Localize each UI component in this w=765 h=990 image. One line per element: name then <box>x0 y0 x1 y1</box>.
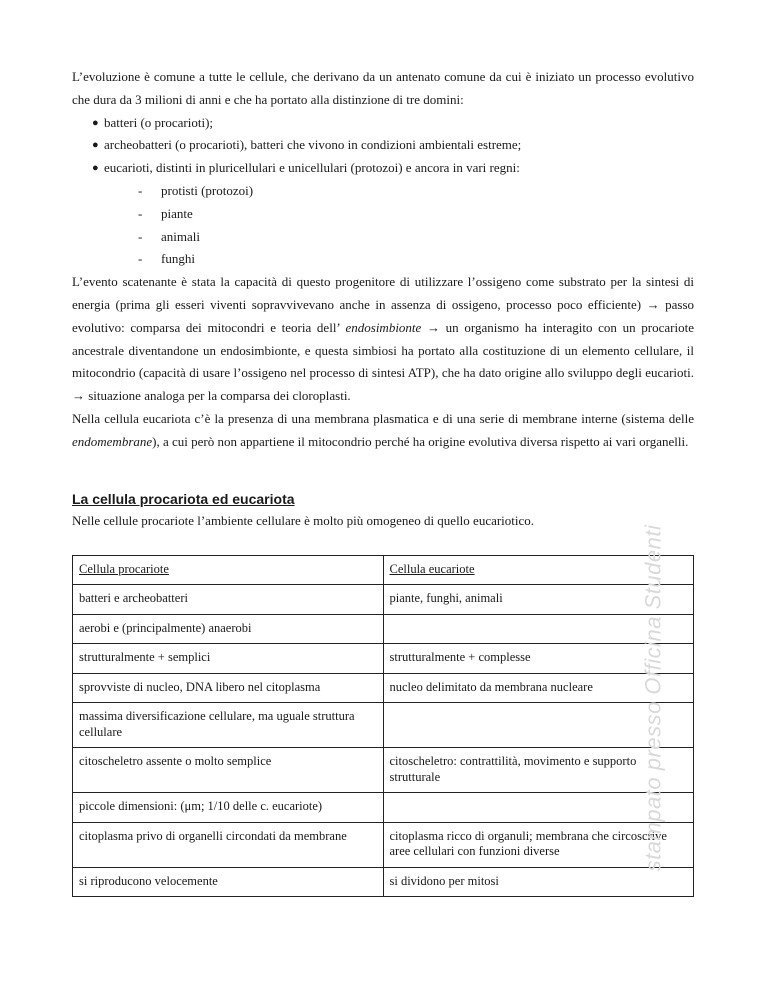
membrane-paragraph: Nella cellula eucariota c’è la presenza di una membrana plasmatica e di una serie di membrane interne (sistema delle endomembrane), a cui però non appartiene il mitocondrio perché ha origine evolutiva diversa rispetto ai vari organelli. <box>72 410 694 449</box>
table-cell: strutturalmente + complesse <box>383 644 694 674</box>
evolution-event-paragraph: L’evento scatenante è stata la capacità di questo progenitore di utilizzare l’ossigeno come substrato per la sintesi di energia (prima gli esseri viventi sopravvivevano anche in assenza di ossigeno, processo poco efficiente) → passo evolutivo: comparsa dei mitocondri e teoria dell’ endosimbionte → un organismo ha interagito con un procariote ancestrale diventandone un endosimbionte, e questa simbiosi ha portato alla costituzione di un elemento cellulare, il mitocondrio (capacità di usare l’ossigeno nel processo di sintesi ATP), che ha dato origine allo sviluppo degli eucarioti. → situazione analoga per la comparsa dei cloroplasti. <box>72 274 694 404</box>
section-title: La cellula procariota ed eucariota <box>72 490 295 507</box>
list-item: - piante <box>72 203 694 226</box>
dash-icon: - <box>138 205 143 221</box>
list-item: - funghi <box>72 248 694 271</box>
section-intro: Nelle cellule procariote l’ambiente cellulare è molto più omogeneo di quello eucariotico. <box>72 512 535 528</box>
table-cell: citoplasma ricco di organuli; membrana che circoscrive aree cellulari con funzioni diverse <box>383 822 694 867</box>
comparison-table <box>72 555 694 898</box>
list-item: - protisti (protozoi) <box>72 180 694 203</box>
column-header: Cellula procariote <box>73 555 384 585</box>
table-cell: citoplasma privo di organelli circondati da membrane <box>73 822 384 867</box>
list-item: ● eucarioti, distinti in pluricellulari e unicellulari (protozoi) e ancora in vari regni: <box>72 157 694 180</box>
watermark <box>638 515 668 880</box>
bullet-icon: ● <box>92 162 99 175</box>
table-row <box>73 644 694 674</box>
table-row <box>73 793 694 823</box>
table-header-row <box>73 555 694 585</box>
dash-icon: - <box>138 182 143 198</box>
list-item: ● archeobatteri (o procarioti), batteri che vivono in condizioni ambientali estreme; <box>72 134 694 157</box>
table-cell: nucleo delimitato da membrana nucleare <box>383 673 694 703</box>
list-item: - animali <box>72 226 694 249</box>
table-cell: piante, funghi, animali <box>383 585 694 615</box>
table-row <box>73 585 694 615</box>
term-endosimbionte: endosimbionte <box>345 319 422 335</box>
table-cell: si riproducono velocemente <box>73 867 384 897</box>
table-cell: massima diversificazione cellulare, ma uguale struttura cellulare <box>73 703 384 748</box>
bullet-icon: ● <box>92 139 99 152</box>
table-row <box>73 673 694 703</box>
bullet-icon: ● <box>92 116 99 129</box>
table-cell: piccole dimensioni: (μm; 1/10 delle c. eucariote) <box>73 793 384 823</box>
watermark-text: stampato presso Officina Studenti <box>640 524 666 871</box>
domains-list <box>72 112 694 180</box>
term-endomembrane: endomembrane <box>72 433 153 449</box>
table-cell: citoscheletro: contrattilità, movimento e supporto strutturale <box>383 748 694 793</box>
table-row <box>73 748 694 793</box>
table-cell: strutturalmente + semplici <box>73 644 384 674</box>
table-row <box>73 703 694 748</box>
dash-icon: - <box>138 228 143 244</box>
column-header: Cellula eucariote <box>383 555 694 585</box>
table-row <box>73 614 694 644</box>
table-row <box>73 822 694 867</box>
table-cell: batteri e archeobatteri <box>73 585 384 615</box>
kingdoms-list <box>72 180 694 271</box>
table-cell: si dividono per mitosi <box>383 867 694 897</box>
table-cell: citoscheletro assente o molto semplice <box>73 748 384 793</box>
intro-paragraph: L’evoluzione è comune a tutte le cellule, che derivano da un antenato comune da cui è iniziato un processo evolutivo che dura da 3 milioni di anni e che ha portato alla distinzione di tre domini: <box>72 69 694 107</box>
dash-icon: - <box>138 251 143 267</box>
table-cell: sprovviste di nucleo, DNA libero nel citoplasma <box>73 673 384 703</box>
table-row <box>73 867 694 897</box>
table-cell: aerobi e (principalmente) anaerobi <box>73 614 384 644</box>
list-item: ● batteri (o procarioti); <box>72 112 694 135</box>
document-page <box>72 66 694 897</box>
